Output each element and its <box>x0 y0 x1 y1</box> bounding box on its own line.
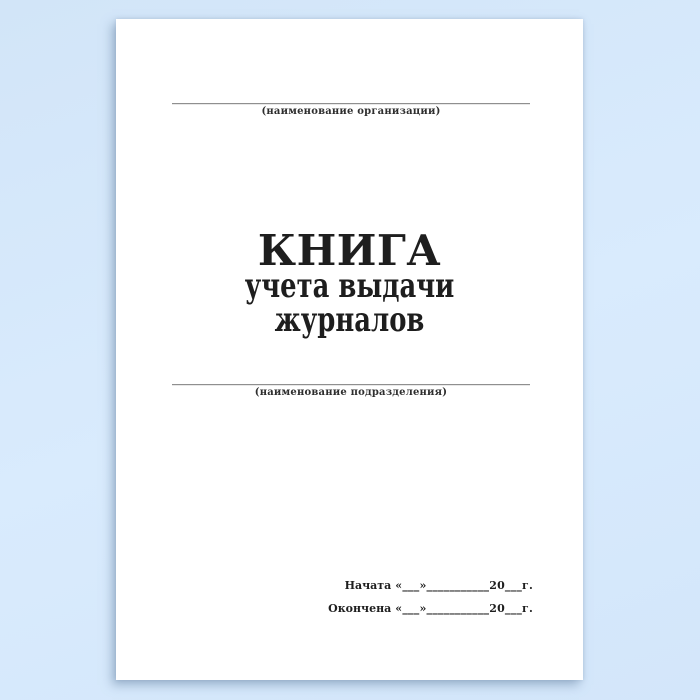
date-finished-blank: «___»___________20___г. <box>395 602 533 615</box>
cover-subtitle: учета выдачи журналов <box>244 266 455 340</box>
date-finished-label: Окончена <box>328 602 392 615</box>
date-started-row <box>328 580 533 591</box>
organization-name-field <box>172 103 530 118</box>
dates-block <box>328 580 533 626</box>
cover-title: КНИГА <box>257 226 442 275</box>
date-finished-row <box>328 603 533 614</box>
organization-name-caption: (наименование организации) <box>261 106 441 117</box>
department-name-line <box>172 384 530 385</box>
organization-name-line <box>172 103 530 104</box>
date-started-blank: «___»___________20___г. <box>395 579 533 592</box>
department-name-caption: (наименование подразделения) <box>254 387 448 398</box>
book-cover-page <box>116 19 583 680</box>
date-started-label: Начата <box>344 579 392 592</box>
department-name-field <box>172 384 530 399</box>
